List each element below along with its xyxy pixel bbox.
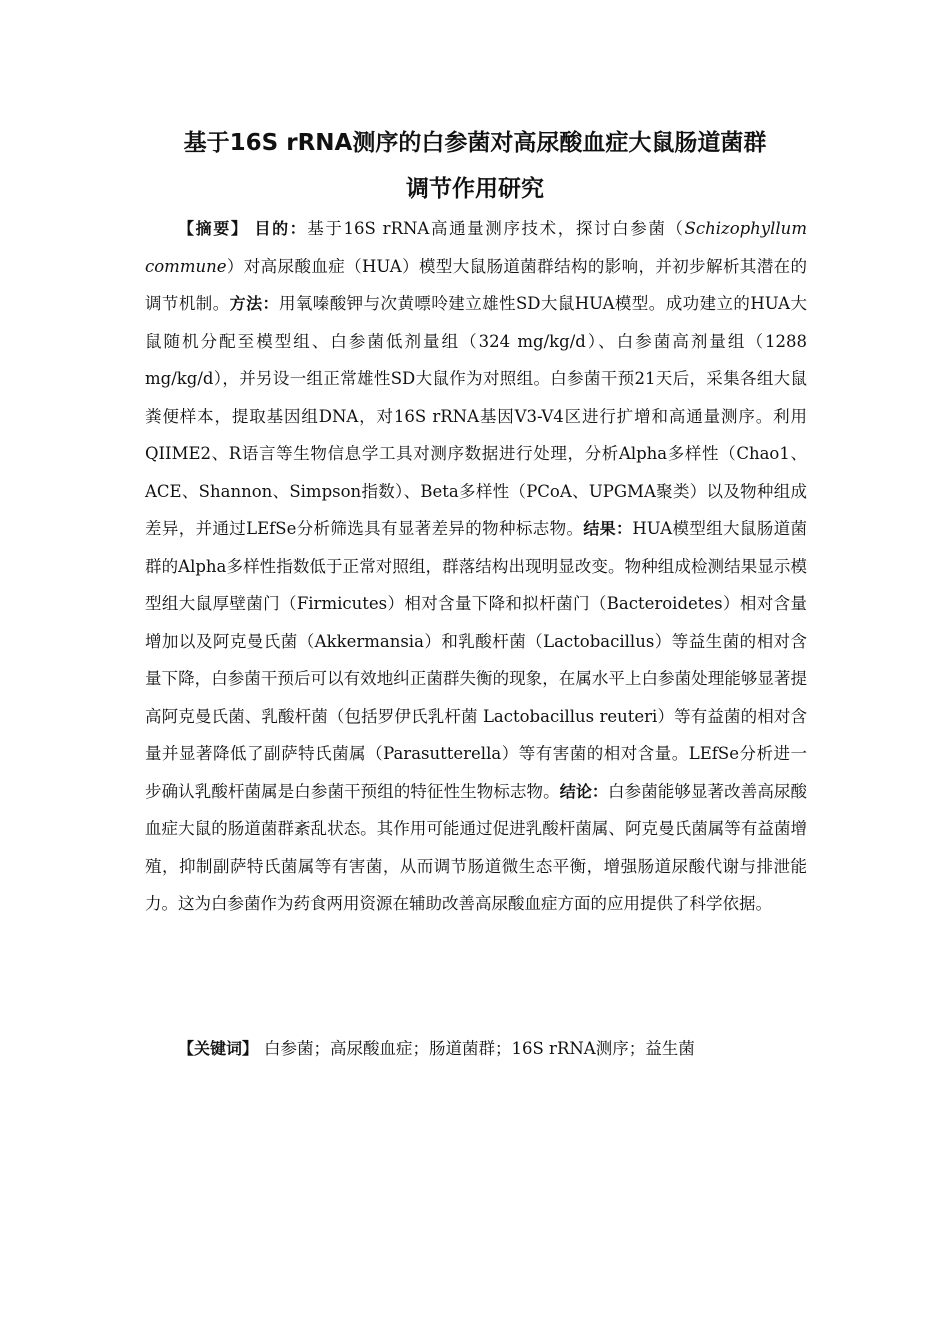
keywords-label: 【关键词】 bbox=[178, 1039, 259, 1058]
results-text: HUA模型组大鼠肠道菌群的Alpha多样性指数低于正常对照组，群落结构出现明显改变。物种组成检测结果显示模型组大鼠厚壁菌门（Firmicutes）相对含量下降和拟杆菌门（Bacteroidetes）相对含量增加以及阿克曼氏菌（Akkermansia）和乳酸杆菌（Lactobacillus）等益生菌的相对含量下降，白参菌干预后可以有效地纠正菌群失衡的现象，在属水平上白参菌处理能够显著提高阿克曼氏菌、乳酸杆菌（包括罗伊氏乳杆菌 Lactobacillus reuteri）等有益菌的相对含量并显著降低了副萨特氏菌属（Parasutterella）等有害菌的相对含量。LEfSe分析进一步确认乳酸杆菌属是白参菌干预组的特征性生物标志物。 bbox=[145, 519, 807, 801]
methods-label: 方法： bbox=[229, 294, 279, 313]
conclusion-text: 白参菌能够显著改善高尿酸血症大鼠的肠道菌群紊乱状态。其作用可能通过促进乳酸杆菌属、阿克曼氏菌属等有益菌增殖，抑制副萨特氏菌属等有害菌，从而调节肠道微生态平衡，增强肠道尿酸代谢与排泄能力。这为白参菌作为药食两用资源在辅助改善高尿酸血症方面的应用提供了科学依据。 bbox=[145, 781, 807, 913]
title-line-1: 基于16S rRNA测序的白参菌对高尿酸血症大鼠肠道菌群 bbox=[183, 130, 767, 156]
species-name: Schizophyllum commune bbox=[145, 219, 807, 276]
conclusion-label: 结论： bbox=[559, 781, 609, 801]
abstract-label: 【摘要】 bbox=[178, 219, 249, 238]
paper-title bbox=[140, 120, 810, 212]
results-label: 结果： bbox=[583, 519, 633, 538]
objective-label: 目的： bbox=[254, 219, 308, 238]
methods-text: 用氧嗪酸钾与次黄嘌呤建立雄性SD大鼠HUA模型。成功建立的HUA大鼠随机分配至模型组、白参菌低剂量组（324 mg/kg/d）、白参菌高剂量组（1288 mg/kg/d），并另设一组正常雄性SD大鼠作为对照组。白参菌干预21天后，采集各组大鼠粪便样本，提取基因组DNA，对16S rRNA基因V3-V4区进行扩增和高通量测序。利用QIIME2、R语言等生物信息学工具对测序数据进行处理，分析Alpha多样性（Chao1、ACE、Shannon、Simpson指数）、Beta多样性（PCoA、UPGMA聚类）以及物种组成差异，并通过LEfSe分析筛选具有显著差异的物种标志物。 bbox=[145, 294, 807, 538]
keywords-paragraph bbox=[145, 1030, 807, 1068]
title-line-2: 调节作用研究 bbox=[406, 176, 544, 202]
abstract-paragraph bbox=[145, 210, 807, 923]
keywords-text: 白参菌；高尿酸血症；肠道菌群；16S rRNA测序；益生菌 bbox=[264, 1039, 695, 1058]
objective-text: 基于16S rRNA高通量测序技术，探讨白参菌（ bbox=[307, 219, 685, 238]
objective-text-2: ）对高尿酸血症（HUA）模型大鼠肠道菌群结构的影响，并初步解析其潜在的调节机制。 bbox=[145, 256, 807, 313]
